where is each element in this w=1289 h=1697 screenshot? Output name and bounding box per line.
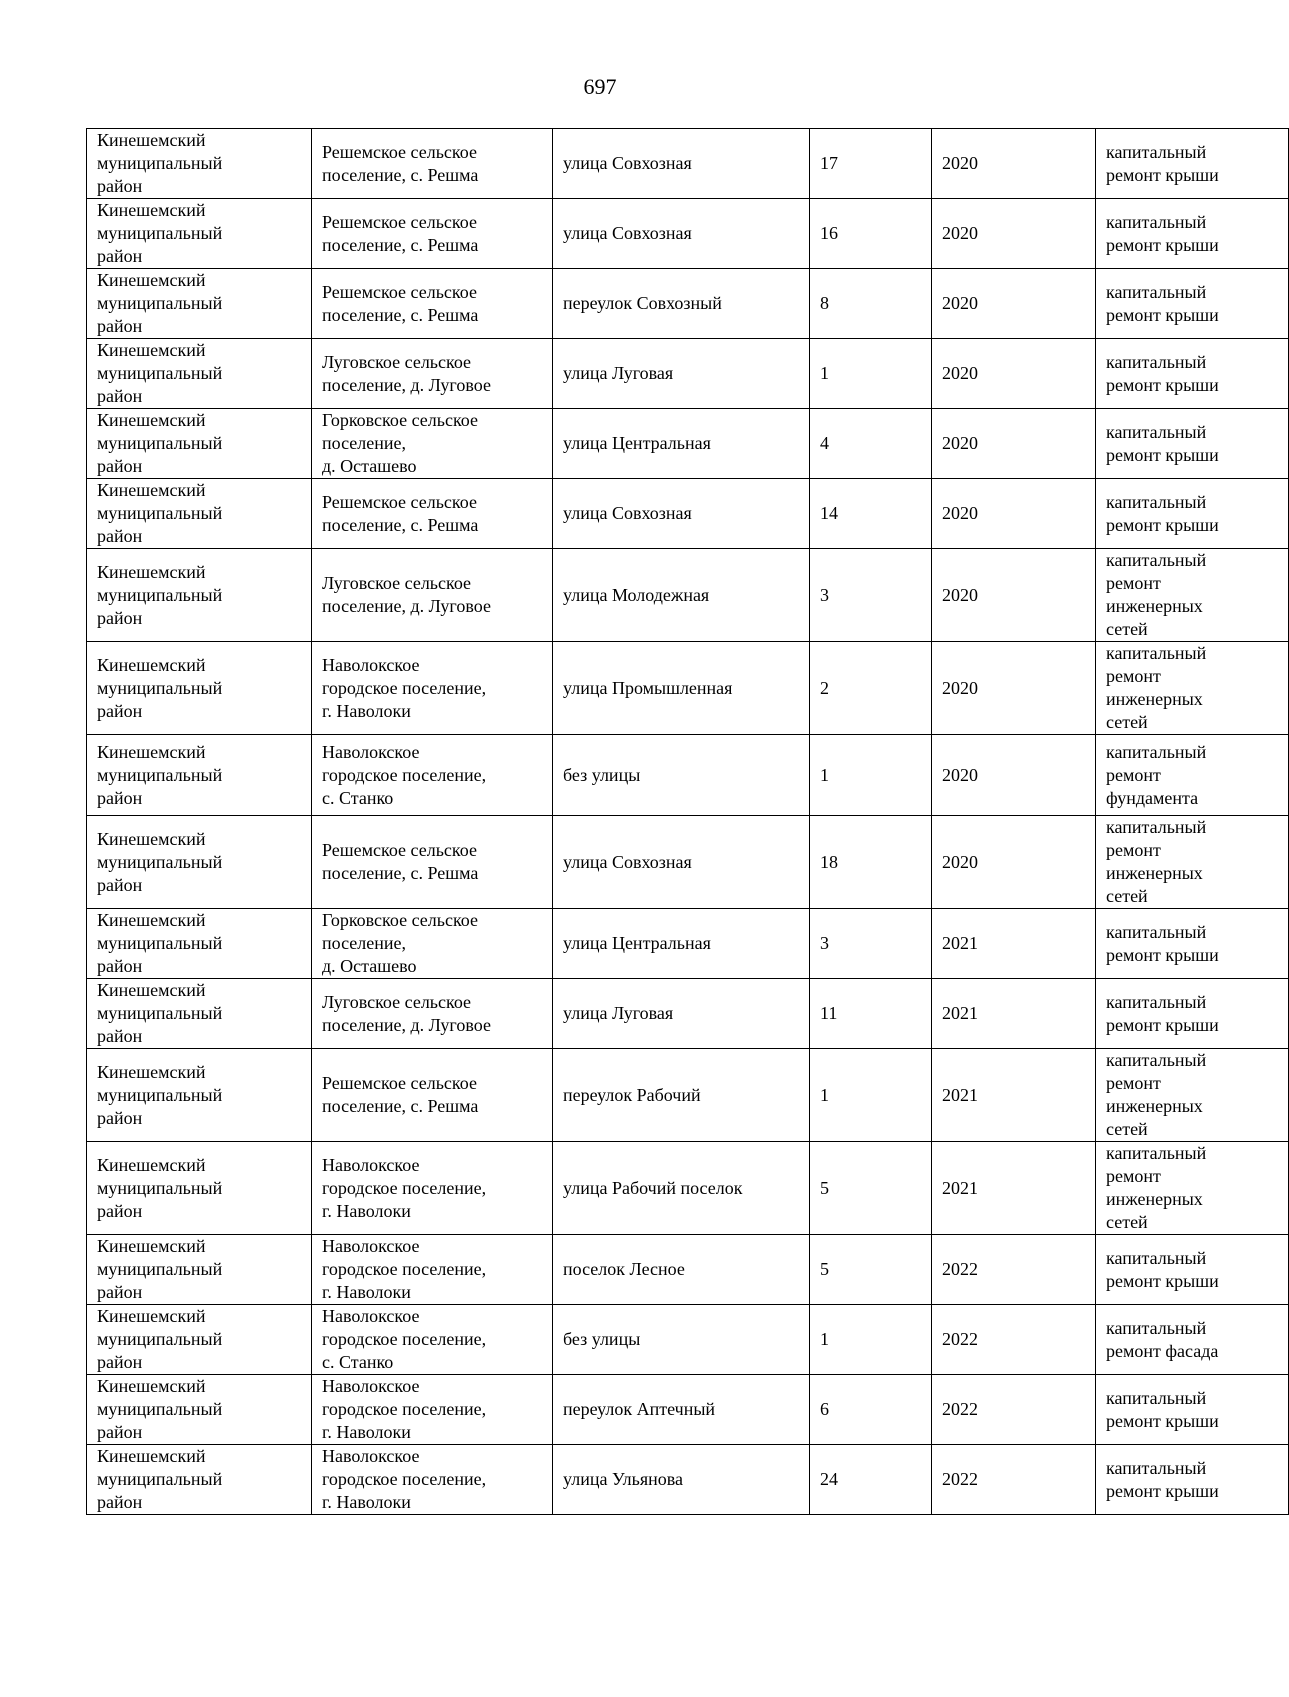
settlement-cell: Решемское сельское поселение, с. Решма — [312, 129, 553, 199]
year-cell: 2021 — [932, 909, 1096, 979]
district-cell: Кинешемский муниципальный район — [87, 129, 312, 199]
page-number: 697 — [583, 74, 617, 99]
work-type-cell: капитальный ремонт крыши — [1096, 199, 1289, 269]
district-cell: Кинешемский муниципальный район — [87, 1049, 312, 1142]
table-row — [87, 1049, 1289, 1142]
settlement-cell: Наволокское городское поселение, с. Станко — [312, 735, 553, 816]
work-type-cell: капитальный ремонт инженерных сетей — [1096, 549, 1289, 642]
street-cell: улица Совхозная — [553, 129, 810, 199]
year-cell: 2022 — [932, 1445, 1096, 1515]
settlement-cell: Решемское сельское поселение, с. Решма — [312, 816, 553, 909]
table-row — [87, 199, 1289, 269]
house-number-cell: 8 — [810, 269, 932, 339]
settlement-cell: Решемское сельское поселение, с. Решма — [312, 199, 553, 269]
settlement-cell: Наволокское городское поселение, г. Наволоки — [312, 1142, 553, 1235]
work-type-cell: капитальный ремонт фасада — [1096, 1305, 1289, 1375]
work-type-cell: капитальный ремонт крыши — [1096, 979, 1289, 1049]
district-cell: Кинешемский муниципальный район — [87, 642, 312, 735]
house-number-cell: 1 — [810, 339, 932, 409]
street-cell: улица Совхозная — [553, 199, 810, 269]
district-cell: Кинешемский муниципальный район — [87, 735, 312, 816]
house-number-cell: 1 — [810, 1305, 932, 1375]
street-cell: улица Совхозная — [553, 816, 810, 909]
work-type-cell: капитальный ремонт фундамента — [1096, 735, 1289, 816]
house-number-cell: 1 — [810, 1049, 932, 1142]
house-number-cell: 18 — [810, 816, 932, 909]
street-cell: улица Ульянова — [553, 1445, 810, 1515]
district-cell: Кинешемский муниципальный район — [87, 979, 312, 1049]
settlement-cell: Горковское сельское поселение, д. Осташево — [312, 409, 553, 479]
year-cell: 2021 — [932, 1142, 1096, 1235]
house-number-cell: 4 — [810, 409, 932, 479]
work-type-cell: капитальный ремонт крыши — [1096, 1375, 1289, 1445]
house-number-cell: 6 — [810, 1375, 932, 1445]
settlement-cell: Решемское сельское поселение, с. Решма — [312, 479, 553, 549]
settlement-cell: Наволокское городское поселение, г. Наволоки — [312, 642, 553, 735]
house-number-cell: 3 — [810, 549, 932, 642]
house-number-cell: 16 — [810, 199, 932, 269]
street-cell: улица Промышленная — [553, 642, 810, 735]
year-cell: 2020 — [932, 816, 1096, 909]
work-type-cell: капитальный ремонт крыши — [1096, 479, 1289, 549]
settlement-cell: Луговское сельское поселение, д. Луговое — [312, 979, 553, 1049]
settlement-cell: Решемское сельское поселение, с. Решма — [312, 269, 553, 339]
street-cell: улица Молодежная — [553, 549, 810, 642]
house-number-cell: 14 — [810, 479, 932, 549]
settlement-cell: Луговское сельское поселение, д. Луговое — [312, 549, 553, 642]
street-cell: поселок Лесное — [553, 1235, 810, 1305]
table-row — [87, 549, 1289, 642]
district-cell: Кинешемский муниципальный район — [87, 816, 312, 909]
table-body — [87, 129, 1289, 1515]
district-cell: Кинешемский муниципальный район — [87, 269, 312, 339]
table-row — [87, 1305, 1289, 1375]
work-type-cell: капитальный ремонт крыши — [1096, 269, 1289, 339]
street-cell: переулок Аптечный — [553, 1375, 810, 1445]
year-cell: 2020 — [932, 269, 1096, 339]
house-number-cell: 5 — [810, 1235, 932, 1305]
street-cell: без улицы — [553, 1305, 810, 1375]
settlement-cell: Наволокское городское поселение, г. Наволоки — [312, 1235, 553, 1305]
work-type-cell: капитальный ремонт крыши — [1096, 339, 1289, 409]
district-cell: Кинешемский муниципальный район — [87, 1445, 312, 1515]
street-cell: переулок Рабочий — [553, 1049, 810, 1142]
district-cell: Кинешемский муниципальный район — [87, 549, 312, 642]
street-cell: улица Луговая — [553, 339, 810, 409]
table-row — [87, 816, 1289, 909]
year-cell: 2021 — [932, 1049, 1096, 1142]
district-cell: Кинешемский муниципальный район — [87, 339, 312, 409]
district-cell: Кинешемский муниципальный район — [87, 199, 312, 269]
table-row — [87, 1142, 1289, 1235]
district-cell: Кинешемский муниципальный район — [87, 409, 312, 479]
table-row — [87, 735, 1289, 816]
street-cell: улица Совхозная — [553, 479, 810, 549]
year-cell: 2021 — [932, 979, 1096, 1049]
street-cell: улица Луговая — [553, 979, 810, 1049]
table-row — [87, 1445, 1289, 1515]
settlement-cell: Наволокское городское поселение, г. Наволоки — [312, 1445, 553, 1515]
year-cell: 2020 — [932, 409, 1096, 479]
street-cell: переулок Совхозный — [553, 269, 810, 339]
settlement-cell: Решемское сельское поселение, с. Решма — [312, 1049, 553, 1142]
house-number-cell: 2 — [810, 642, 932, 735]
house-number-cell: 17 — [810, 129, 932, 199]
table-row — [87, 409, 1289, 479]
work-type-cell: капитальный ремонт инженерных сетей — [1096, 642, 1289, 735]
table-row — [87, 269, 1289, 339]
housing-repair-table — [86, 128, 1289, 1515]
year-cell: 2022 — [932, 1305, 1096, 1375]
work-type-cell: капитальный ремонт инженерных сетей — [1096, 1049, 1289, 1142]
year-cell: 2022 — [932, 1235, 1096, 1305]
year-cell: 2020 — [932, 129, 1096, 199]
street-cell: улица Центральная — [553, 409, 810, 479]
work-type-cell: капитальный ремонт крыши — [1096, 129, 1289, 199]
table-row — [87, 129, 1289, 199]
street-cell: улица Центральная — [553, 909, 810, 979]
year-cell: 2020 — [932, 479, 1096, 549]
year-cell: 2020 — [932, 735, 1096, 816]
settlement-cell: Наволокское городское поселение, г. Наволоки — [312, 1375, 553, 1445]
street-cell: без улицы — [553, 735, 810, 816]
settlement-cell: Луговское сельское поселение, д. Луговое — [312, 339, 553, 409]
table-row — [87, 1235, 1289, 1305]
table-row — [87, 979, 1289, 1049]
work-type-cell: капитальный ремонт инженерных сетей — [1096, 1142, 1289, 1235]
table-row — [87, 1375, 1289, 1445]
house-number-cell: 5 — [810, 1142, 932, 1235]
year-cell: 2020 — [932, 549, 1096, 642]
work-type-cell: капитальный ремонт крыши — [1096, 909, 1289, 979]
table-row — [87, 479, 1289, 549]
district-cell: Кинешемский муниципальный район — [87, 909, 312, 979]
year-cell: 2020 — [932, 642, 1096, 735]
table-row — [87, 339, 1289, 409]
settlement-cell: Горковское сельское поселение, д. Осташево — [312, 909, 553, 979]
table-row — [87, 642, 1289, 735]
district-cell: Кинешемский муниципальный район — [87, 1235, 312, 1305]
work-type-cell: капитальный ремонт крыши — [1096, 1445, 1289, 1515]
district-cell: Кинешемский муниципальный район — [87, 1142, 312, 1235]
table-row — [87, 909, 1289, 979]
house-number-cell: 24 — [810, 1445, 932, 1515]
district-cell: Кинешемский муниципальный район — [87, 479, 312, 549]
street-cell: улица Рабочий поселок — [553, 1142, 810, 1235]
year-cell: 2020 — [932, 339, 1096, 409]
district-cell: Кинешемский муниципальный район — [87, 1305, 312, 1375]
district-cell: Кинешемский муниципальный район — [87, 1375, 312, 1445]
work-type-cell: капитальный ремонт крыши — [1096, 409, 1289, 479]
settlement-cell: Наволокское городское поселение, с. Станко — [312, 1305, 553, 1375]
work-type-cell: капитальный ремонт инженерных сетей — [1096, 816, 1289, 909]
year-cell: 2022 — [932, 1375, 1096, 1445]
year-cell: 2020 — [932, 199, 1096, 269]
house-number-cell: 3 — [810, 909, 932, 979]
work-type-cell: капитальный ремонт крыши — [1096, 1235, 1289, 1305]
house-number-cell: 11 — [810, 979, 932, 1049]
house-number-cell: 1 — [810, 735, 932, 816]
